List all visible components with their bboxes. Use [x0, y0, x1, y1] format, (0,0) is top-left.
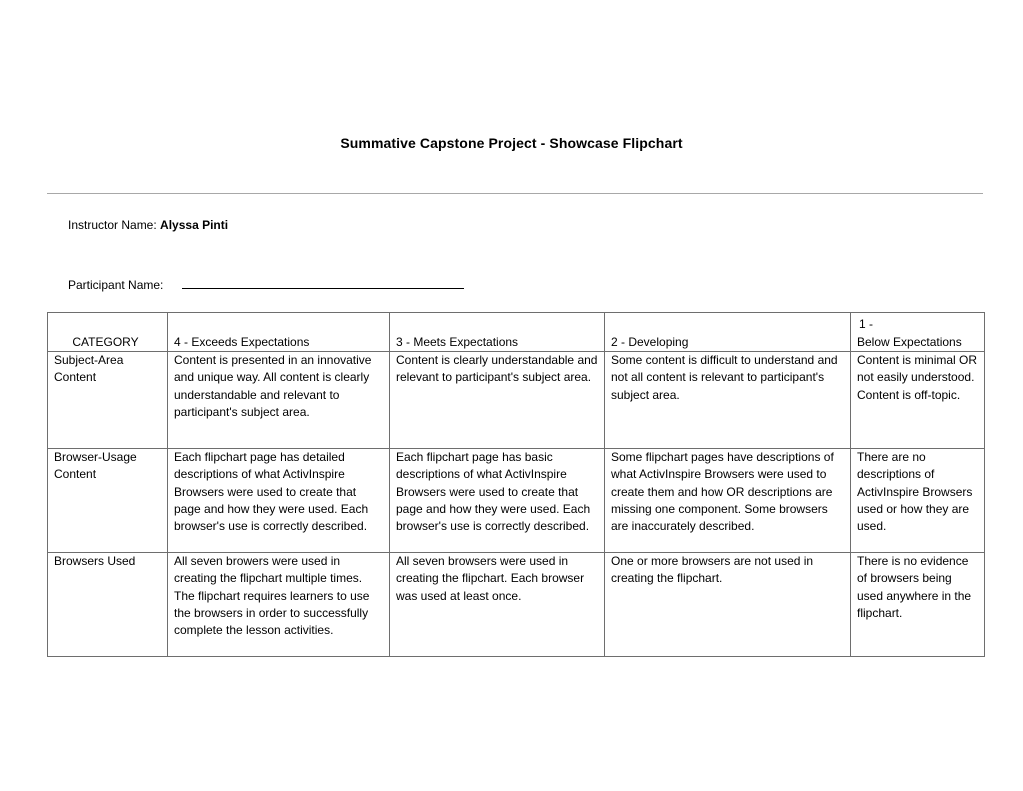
table-row [48, 449, 985, 553]
header-category: CATEGORY [48, 313, 168, 352]
cell-level-4: Each flipchart page has detailed descriptions of what ActivInspire Browsers were used to create that page and how they were used. Each browser's use is correctly described. [168, 449, 390, 553]
table-row [48, 352, 985, 449]
rubric-table [47, 312, 985, 657]
row-category: Subject-Area Content [48, 352, 168, 449]
cell-level-3: Each flipchart page has basic descriptions of what ActivInspire Browsers were used to create that page and how they were used. Each browser's use is correctly described. [390, 449, 605, 553]
instructor-label: Instructor Name: [68, 218, 157, 232]
cell-level-3: All seven browsers were used in creating the flipchart. Each browser was used at least once. [390, 553, 605, 657]
row-category: Browsers Used [48, 553, 168, 657]
cell-level-1: Content is minimal OR not easily understood. Content is off-topic. [851, 352, 985, 449]
header-level-4: 4 - Exceeds Expectations [168, 313, 390, 352]
cell-level-2: One or more browsers are not used in creating the flipchart. [605, 553, 851, 657]
cell-level-2: Some flipchart pages have descriptions of what ActivInspire Browsers were used to create them and how OR descriptions are missing one component. Some browsers are inaccurately described. [605, 449, 851, 553]
rubric-header-row [48, 313, 985, 352]
instructor-name: Alyssa Pinti [160, 218, 229, 232]
row-category: Browser-Usage Content [48, 449, 168, 553]
header-level-3: 3 - Meets Expectations [390, 313, 605, 352]
cell-level-2: Some content is difficult to understand and not all content is relevant to participant's subject area. [605, 352, 851, 449]
cell-level-4: Content is presented in an innovative and unique way. All content is clearly understandable and relevant to participant's subject area. [168, 352, 390, 449]
header-level-2: 2 - Developing [605, 313, 851, 352]
document-title: Summative Capstone Project - Showcase Flipchart [340, 135, 683, 151]
participant-label: Participant Name: [68, 278, 164, 292]
header-level-1-number: 1 - [859, 317, 874, 332]
cell-level-1: There is no evidence of browsers being used anywhere in the flipchart. [851, 553, 985, 657]
instructor-line [68, 218, 228, 232]
title-divider [47, 193, 983, 194]
participant-name-blank[interactable] [182, 276, 464, 289]
header-level-1 [851, 313, 985, 352]
table-row [48, 553, 985, 657]
cell-level-4: All seven browers were used in creating the flipchart multiple times. The flipchart requires learners to use the browsers in order to successfully complete the lesson activities. [168, 553, 390, 657]
participant-line [68, 276, 464, 292]
cell-level-1: There are no descriptions of ActivInspire Browsers used or how they are used. [851, 449, 985, 553]
cell-level-3: Content is clearly understandable and relevant to participant's subject area. [390, 352, 605, 449]
header-level-1-label: Below Expectations [857, 334, 962, 349]
